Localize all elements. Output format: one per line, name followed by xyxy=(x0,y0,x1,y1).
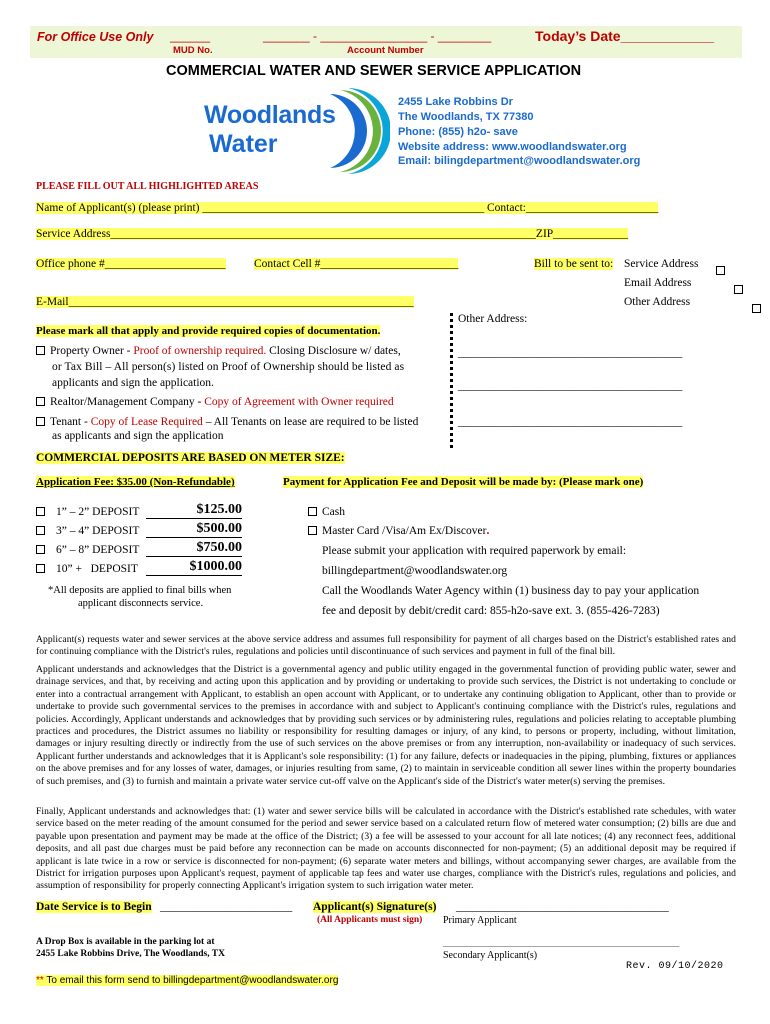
applicant-name-field[interactable]: Name of Applicant(s) (please print) _________________________________________________ Contact:_______________________ xyxy=(36,202,659,214)
deposit-option-1[interactable] xyxy=(36,506,139,518)
bill-other-address-checkbox[interactable] xyxy=(752,304,761,313)
mud-number-label: MUD No. xyxy=(173,45,213,56)
address-city: The Woodlands, TX 77380 xyxy=(398,111,534,123)
deposit-1-amount: $125.00 xyxy=(146,502,242,519)
property-owner-checkbox[interactable] xyxy=(36,346,45,355)
property-owner-option[interactable] xyxy=(36,345,401,357)
payment-heading: Payment for Application Fee and Deposit will be made by: (Please mark one) xyxy=(283,476,644,488)
realtor-option[interactable] xyxy=(36,396,394,408)
bill-service-address-label: Service Address xyxy=(624,258,699,270)
other-address-label: Other Address: xyxy=(458,313,528,325)
account-number-label: Account Number xyxy=(347,45,424,56)
payment-call-line-1: Call the Woodlands Water Agency within (1) business day to pay your application xyxy=(322,585,700,597)
tenant-label: Tenant - xyxy=(50,416,91,428)
payment-card-checkbox[interactable] xyxy=(308,526,317,535)
service-start-date-label: Date Service is to Begin xyxy=(36,901,152,913)
logo-swoosh-icon xyxy=(300,86,390,176)
deposit-1-checkbox[interactable] xyxy=(36,507,45,516)
office-phone-field[interactable]: Office phone #_____________________ xyxy=(36,258,226,270)
deposit-2-checkbox[interactable] xyxy=(36,526,45,535)
other-address-line-3[interactable]: _______________________________________ xyxy=(458,416,683,428)
other-address-line-1[interactable]: _______________________________________ xyxy=(458,347,683,359)
payment-submit-note: Please submit your application with required paperwork by email: xyxy=(322,545,627,557)
email-note-stars: ** xyxy=(36,975,44,986)
secondary-applicant-label: Secondary Applicant(s) xyxy=(443,950,538,961)
property-owner-requirement: Proof of ownership required. xyxy=(133,345,267,357)
tenant-checkbox[interactable] xyxy=(36,417,45,426)
payment-cash-checkbox[interactable] xyxy=(308,507,317,516)
other-address-line-2[interactable]: _______________________________________ xyxy=(458,380,683,392)
realtor-checkbox[interactable] xyxy=(36,397,45,406)
tenant-detail-line-2: as applicants and sign the application xyxy=(52,430,224,442)
all-applicants-sign-note: (All Applicants must sign) xyxy=(317,915,423,925)
drop-box-line-2: 2455 Lake Robbins Drive, The Woodlands, TX xyxy=(36,949,225,959)
deposit-2-label: 3” – 4” DEPOSIT xyxy=(56,525,140,537)
account-number-field[interactable]: _______ - ________________ - ________ xyxy=(263,29,492,43)
drop-box-line-1: A Drop Box is available in the parking lot at xyxy=(36,937,215,947)
fill-instructions: PLEASE FILL OUT ALL HIGHLIGHTED AREAS xyxy=(36,181,259,192)
payment-call-line-2: fee and deposit by debit/credit card: 855-h2o-save ext. 3. (855-426-7283) xyxy=(322,605,660,617)
deposit-3-label: 6” – 8” DEPOSIT xyxy=(56,544,140,556)
address-website: Website address: www.woodlandswater.org xyxy=(398,141,627,153)
bill-other-address-label: Other Address xyxy=(624,296,691,308)
revision-date: Rev. 09/10/2020 xyxy=(626,961,724,972)
signature-label: Applicant(s) Signature(s) xyxy=(313,901,437,913)
address-email: Email: bilingdepartment@woodlandswater.org xyxy=(398,155,641,167)
contact-cell-field[interactable]: Contact Cell #________________________ xyxy=(254,258,459,270)
payment-cash-label: Cash xyxy=(322,506,345,518)
email-note-text: To email this form send to billingdepartment@woodlandswater.org xyxy=(46,975,339,986)
mud-number-field[interactable]: ______ xyxy=(170,29,211,43)
property-owner-detail: Closing Disclosure w/ dates, xyxy=(266,345,401,357)
office-use-label: For Office Use Only xyxy=(37,30,154,44)
page-title: COMMERCIAL WATER AND SEWER SERVICE APPLICATION xyxy=(166,63,582,79)
realtor-label: Realtor/Management Company - xyxy=(50,396,205,408)
payment-card-option[interactable]: Master Card /Visa/Am Ex/Discover. xyxy=(308,525,489,537)
tenant-requirement: Copy of Lease Required xyxy=(90,416,203,428)
todays-date-field[interactable]: Today’s Date____________ xyxy=(535,28,715,44)
logo-word-water: Water xyxy=(209,130,278,158)
application-fee: Application Fee: $35.00 (Non-Refundable) xyxy=(36,476,235,488)
documentation-heading: Please mark all that apply and provide required copies of documentation. xyxy=(36,325,381,337)
terms-paragraph-3: Finally, Applicant understands and acknowledges that: (1) water and sewer service bills will be calculated in accordance with the District's established rate schedules, with water service based on the meter reading of the amount consumed for the period and sewer service based on a calculated return flow of metered water consumption; (2) bills are due and payable upon presentation and payment may be made at the office of the District; (3) a fee will be assessed to your account for all late notices; (4) any reconnect fees, additional deposits, and all past due charges must be paid before any reconnection can be made on accounts disconnected for non-payment; (5) an additional deposit may be required if applicant is late twice in a row or service is disconnected for non-payment; (6) separate water meters and billings, without accompanying sewer charges, are available from the District for irrigation purposes upon Applicant's request, payment of applicable tap fees and water use charges, compliance with the District's rules, regulations and policies, and assumption of responsibility for properly connecting Applicant's irrigation system to such irrigation water meter. xyxy=(36,806,736,892)
email-form-note xyxy=(36,975,338,986)
section-divider xyxy=(450,313,453,448)
deposit-1-label: 1” – 2” DEPOSIT xyxy=(56,506,140,518)
property-owner-detail-line-2: or Tax Bill – All person(s) listed on Proof of Ownership should be listed as xyxy=(52,361,405,373)
primary-applicant-label: Primary Applicant xyxy=(443,915,517,926)
deposit-note-line-1: *All deposits are applied to final bills when xyxy=(48,585,232,596)
deposit-2-amount: $500.00 xyxy=(146,521,242,538)
terms-paragraph-1: Applicant(s) requests water and sewer services at the above service address and assumes full responsibility for payment of all charges based on the District's established rates and for continuing compliance with the District's rules, regulations and policies until discontinuance of such services and payment in full of the final bill. xyxy=(36,634,736,658)
deposit-note-line-2: applicant disconnects service. xyxy=(78,598,204,609)
deposit-option-2[interactable] xyxy=(36,525,139,537)
email-field[interactable]: E-Mail____________________________________________________________ xyxy=(36,296,414,308)
deposit-4-checkbox[interactable] xyxy=(36,564,45,573)
address-street: 2455 Lake Robbins Dr xyxy=(398,96,513,108)
payment-card-label: Master Card /Visa/Am Ex/Discover xyxy=(322,525,487,537)
bill-email-address-label: Email Address xyxy=(624,277,692,289)
bill-service-address-checkbox[interactable] xyxy=(716,266,725,275)
property-owner-label: Property Owner - xyxy=(50,345,134,357)
bill-email-address-checkbox[interactable] xyxy=(734,285,743,294)
deposit-4-label: 10” + DEPOSIT xyxy=(56,563,138,575)
terms-paragraph-2: Applicant understands and acknowledges that the District is a governmental agency and public utility engaged in the governmental function of providing public water, sewer and drainage services, and that, by receiving and acting upon this application and by providing or undertaking to provide such services, the District is not undertaking to conclude or enter into a contractual arrangement with Applicant, to establish an open account with Applicant, or to undertake any continuing obligation to Applicant, other than to provide or undertake to provide such governmental services to the premises in accordance with and subject to Applicant's continuing compliance with the District's rules, regulations and policies. Accordingly, Applicant understands and acknowledges that by providing such services or by administering rules, regulations and policies relating to acceptable plumbing practices and procedures, the District assumes no liability or responsibility for resulting damages or injury, of any kind, to persons or property, including, without limitation, damages or injury resulting directly or indirectly from the use of such services on the above premises or from any interruption, non-availability or inadequacy of such services. Applicant further understands and acknowledges that it is Applicant's sole responsibility: (1) for any failure, defects or inadequacies in the piping, plumbing, fixtures or appliances on the above premises and for any losses of water, damages, or injuries resulting from same, (2) to maintain in serviceable condition all sewer lines within the property boundaries of such premises, and (3) to furnish and maintain a private water service cut-off valve on the Applicant's side of the District's water meter(s) serving the premises. xyxy=(36,664,736,787)
logo-word-woodlands: Woodlands xyxy=(204,101,336,129)
deposit-3-checkbox[interactable] xyxy=(36,545,45,554)
payment-billing-email: billingdepartment@woodlandswater.org xyxy=(322,565,508,577)
deposit-4-amount: $1000.00 xyxy=(146,559,242,576)
deposit-3-amount: $750.00 xyxy=(146,540,242,557)
property-owner-detail-line-3: applicants and sign the application. xyxy=(52,377,214,389)
address-phone: Phone: (855) h2o- save xyxy=(398,126,518,138)
deposit-option-3[interactable] xyxy=(36,544,139,556)
deposit-option-4[interactable] xyxy=(36,563,138,575)
primary-signature-field[interactable]: _____________________________________ xyxy=(456,901,669,913)
deposits-heading: COMMERCIAL DEPOSITS ARE BASED ON METER SIZE: xyxy=(36,452,345,464)
service-start-date-field[interactable]: _______________________ xyxy=(160,901,293,913)
tenant-option[interactable] xyxy=(36,416,418,428)
tenant-detail: – All Tenants on lease are required to be listed xyxy=(202,416,419,428)
realtor-requirement: Copy of Agreement with Owner required xyxy=(204,396,394,408)
secondary-signature-field[interactable]: _____________________________________________ xyxy=(443,937,680,948)
bill-to-label: Bill to be sent to: xyxy=(534,258,614,270)
service-address-field[interactable]: Service Address__________________________________________________________________________ZIP_____________ xyxy=(36,228,628,240)
payment-cash-option[interactable] xyxy=(308,506,345,518)
